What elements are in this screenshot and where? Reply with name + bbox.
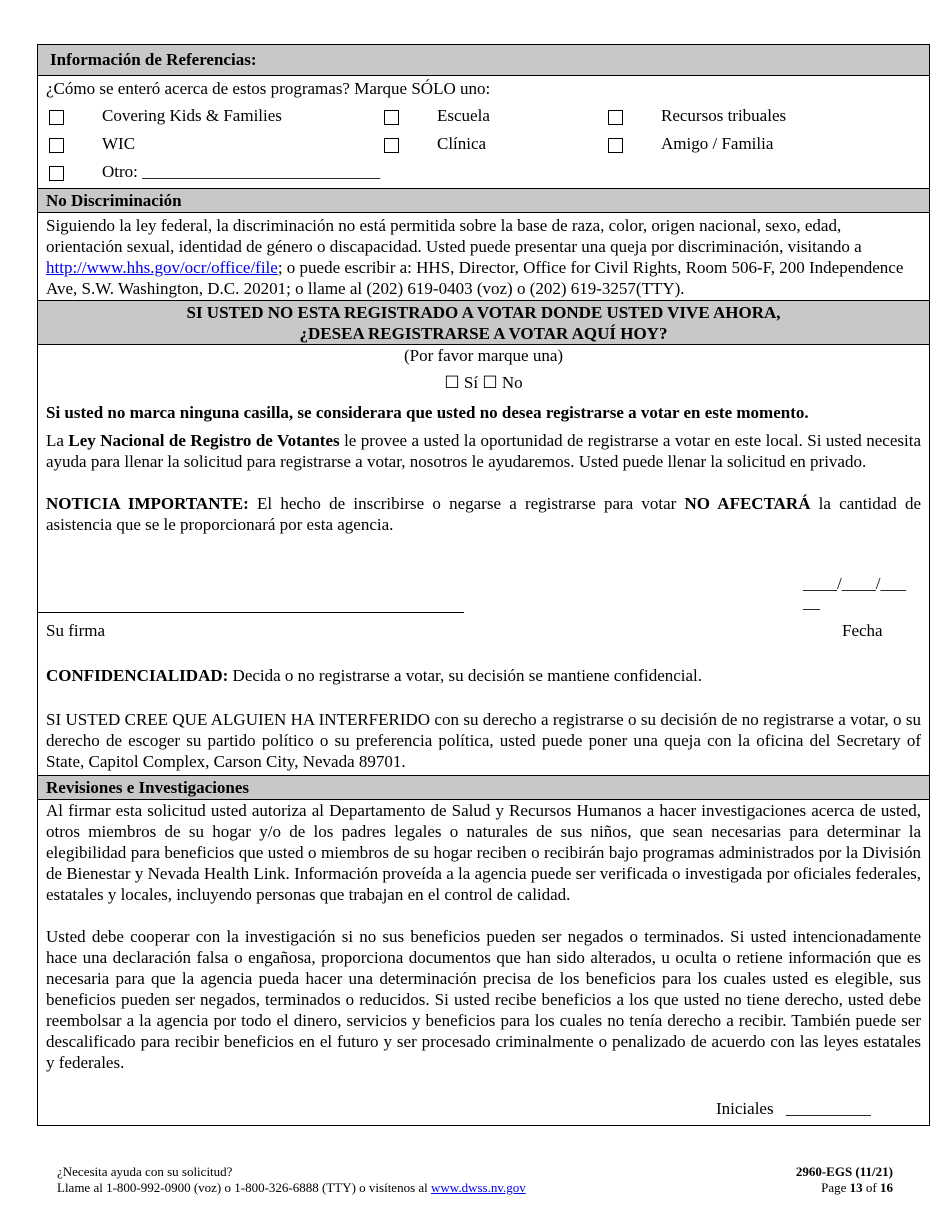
- other-label: Otro:: [102, 162, 138, 181]
- initials-line[interactable]: __________: [785, 1099, 871, 1118]
- date-blank-1: ____/____/___: [803, 574, 906, 593]
- date-blank[interactable]: [803, 572, 906, 610]
- confidentiality: [46, 665, 702, 686]
- checkbox-amigo-familia[interactable]: [608, 138, 623, 153]
- no-box-notice: Si usted no marca ninguna casilla, se considerara que usted no desea registrarse a votar en este momento.: [46, 403, 809, 422]
- initials: [716, 1098, 871, 1119]
- interference-text: SI USTED CREE QUE ALGUIEN HA INTERFERIDO con su derecho a registrarse o su decisión de no registrarse a votar, o su derecho de escoger su partido político o su preferencia política, usted puede poner una queja con la oficina del Secretary of State, Capitol Complex, Carson City, Nevada 89701.: [46, 710, 921, 771]
- law-name: Ley Nacional de Registro de Votantes: [68, 431, 340, 450]
- footer-help: ¿Necesita ayuda con su solicitud?: [57, 1164, 233, 1179]
- notice-text-1: El hecho de inscribirse o negarse a registrarse para votar: [248, 494, 685, 513]
- confidentiality-text: Decida o no registrarse a votar, su decisión se mantiene confidencial.: [228, 666, 703, 685]
- footer-left: [57, 1164, 526, 1196]
- checkbox-escuela[interactable]: [384, 110, 399, 125]
- signature-line[interactable]: [38, 612, 464, 613]
- checkbox-wic[interactable]: [49, 138, 64, 153]
- other-input-line[interactable]: ____________________________: [142, 162, 381, 181]
- law-body: le provee a usted la oportunidad de registrarse a votar en este local. Si usted necesita ayuda para llenar la solicitud para registrarse a votar, nosotros le ayudaremos. Usted puede llenar la solicitud en privado.: [46, 431, 921, 471]
- references-question: ¿Cómo se enteró acerca de estos programas? Marque SÓLO uno:: [46, 79, 491, 98]
- yes-no-checkboxes[interactable]: ☐ Sí ☐ No: [444, 373, 523, 392]
- law-prefix: La: [46, 431, 69, 450]
- dwss-website-link[interactable]: www.dwss.nv.gov: [431, 1180, 526, 1195]
- voter-law-text: [46, 430, 921, 472]
- option-label: Escuela: [437, 106, 490, 125]
- date-blank-2: __: [803, 593, 820, 612]
- please-mark: (Por favor marque una): [403, 346, 564, 365]
- checkbox-otro[interactable]: [49, 166, 64, 181]
- references-section: [38, 76, 929, 189]
- reviews-para-1: Al firmar esta solicitud usted autoriza al Departamento de Salud y Recursos Humanos a hacer investigaciones acerca de usted, otros miembros de su hogar y/o de los padres legales o naturales de sus niños, que sean necesarias para determinar la elegibilidad para beneficios que usted o miembros de su hogar reciben o recibirán bajo programas administrados por la División de Bienestar y Nevada Health Link. Información proveída a la agencia puede ser verificada o investigada por oficiales federales, estatales y locales, incluyendo personas que trabajan en el control de calidad.: [46, 801, 921, 904]
- option-label: Recursos tribuales: [661, 106, 787, 125]
- important-notice: [46, 493, 921, 535]
- footer-right: [796, 1164, 893, 1196]
- confidentiality-title: CONFIDENCIALIDAD:: [46, 666, 229, 685]
- nondiscrimination-text-2: ; o puede escribir a: HHS, Director, Office for Civil Rights, Room 506-F, 200 Independence Ave, S.W. Washington, D.C. 20201; o llame al (202) 619-0403 (voz) o (202) 619-3257(TTY).: [46, 258, 904, 298]
- references-header: Información de Referencias:: [38, 45, 929, 76]
- page-total: 16: [880, 1180, 893, 1195]
- footer-call-text: Llame al 1-800-992-0900 (voz) o 1-800-326-6888 (TTY) o visítenos al: [57, 1180, 432, 1195]
- notice-text-2: la cantidad de asistencia que se le proporcionará por esta agencia.: [46, 494, 921, 534]
- reviews-section: [38, 800, 929, 1125]
- notice-title: NOTICIA IMPORTANTE:: [46, 494, 249, 513]
- voter-header-line-2: ¿DESEA REGISTRARSE A VOTAR AQUÍ HOY?: [299, 324, 668, 343]
- voter-section: [38, 345, 929, 776]
- hhs-ocr-link[interactable]: http://www.hhs.gov/ocr/office/file: [46, 258, 278, 277]
- application-form: [37, 44, 930, 1126]
- references-row-3: [46, 158, 921, 186]
- voter-header: [38, 301, 929, 345]
- references-row-2: [46, 130, 921, 158]
- option-label: WIC: [102, 134, 136, 153]
- nondiscrimination-header: No Discriminación: [38, 189, 929, 213]
- checkbox-clinica[interactable]: [384, 138, 399, 153]
- notice-no-afectara: NO AFECTARÁ: [684, 494, 811, 513]
- voter-header-line-1: SI USTED NO ESTA REGISTRADO A VOTAR DONDE USTED VIVE AHORA,: [186, 303, 781, 322]
- page-prefix: Page: [821, 1180, 850, 1195]
- references-row-1: [46, 102, 921, 130]
- page-current: 13: [849, 1180, 863, 1195]
- option-label: Clínica: [437, 134, 487, 153]
- checkbox-covering-kids[interactable]: [49, 110, 64, 125]
- reviews-para-2: Usted debe cooperar con la investigación si no sus beneficios pueden ser negados o terminados. Si usted intencionadamente hace una declaración falsa o engañosa, proporciona documentos que han sido alterados, u oculta o retiene información que es necesaria para que la agencia pueda hacer una determinación precisa de los beneficios para los cuales usted es elegible, sus beneficios pueden ser negados, terminados o reducidos. Si usted recibe beneficios a los que usted no tiene derecho, usted debe reembolsar a la agencia por todo el dinero, servicios y beneficios para los cuales no tenía derecho a recibir. También puede ser descalificado para recibir beneficios en el futuro y ser procesado criminalmente o penalizado de acuerdo con las leyes estatales y federales.: [46, 927, 921, 1072]
- nondiscrimination-text: [46, 213, 921, 300]
- form-id: 2960-EGS (11/21): [795, 1164, 893, 1179]
- signature-label: Su firma: [46, 621, 106, 640]
- nondiscrimination-text-1: Siguiendo la ley federal, la discriminación no está permitida sobre la base de raza, color, origen nacional, sexo, edad, orientación sexual, identidad de género o discapacidad. Usted puede presentar una queja por discriminación, visitando a: [46, 216, 862, 256]
- checkbox-recursos-tribuales[interactable]: [608, 110, 623, 125]
- option-label: Amigo / Familia: [661, 134, 774, 153]
- nondiscrimination-section: [38, 213, 929, 301]
- page-of: of: [862, 1180, 880, 1195]
- footer-call: [57, 1180, 526, 1196]
- option-label: Covering Kids & Families: [102, 106, 282, 125]
- option-label-otro: [102, 158, 380, 186]
- page-number: [796, 1180, 893, 1196]
- initials-label: Iniciales: [716, 1099, 774, 1118]
- date-label: Fecha: [842, 621, 883, 640]
- reviews-header: Revisiones e Investigaciones: [38, 776, 929, 800]
